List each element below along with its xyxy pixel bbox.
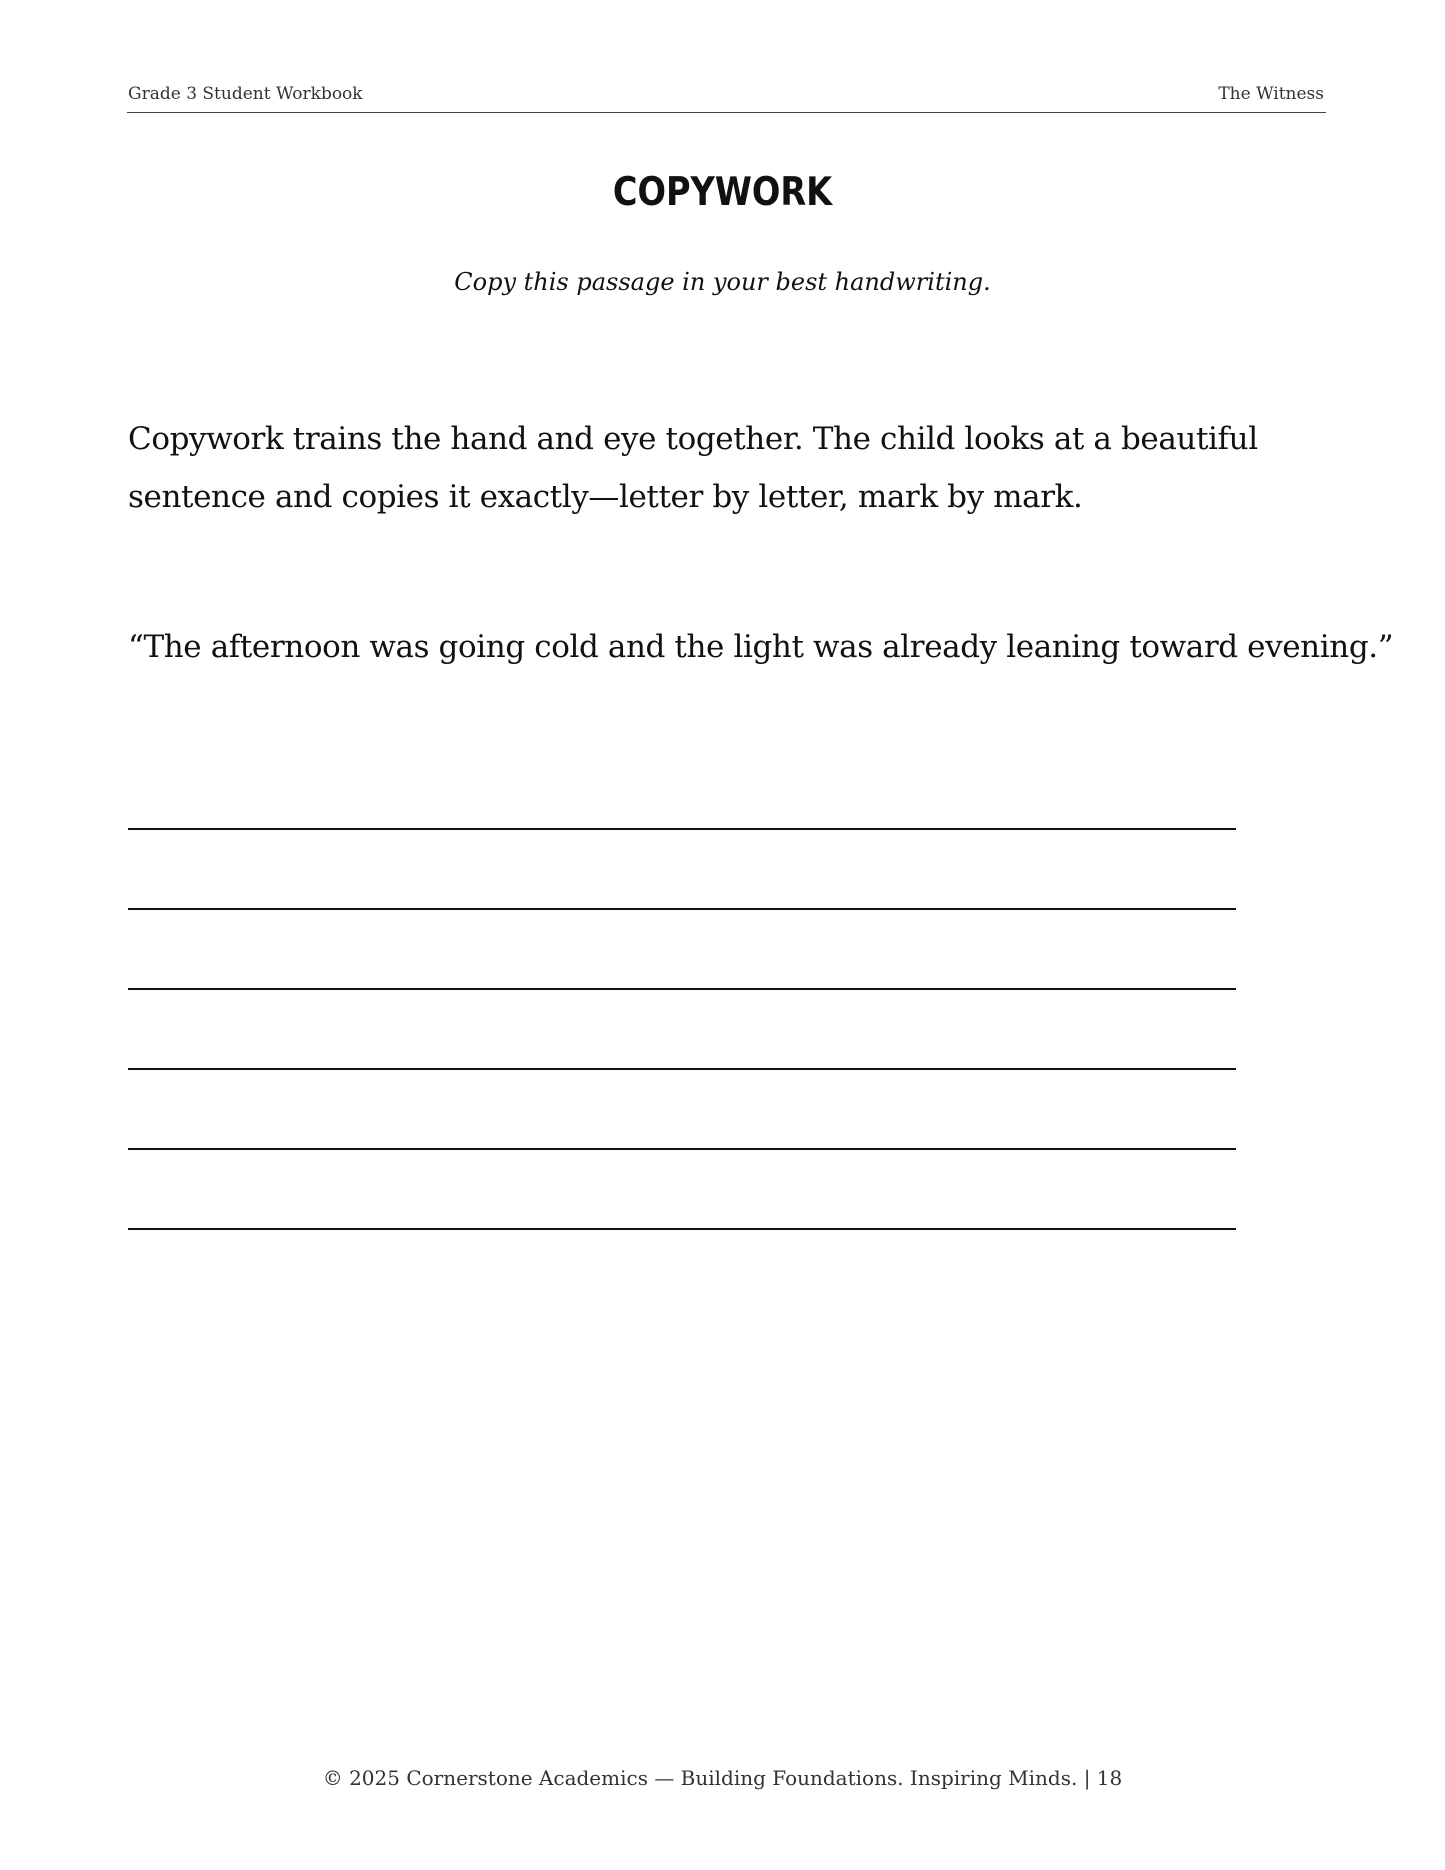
handwriting-line[interactable] — [128, 908, 1236, 910]
handwriting-line[interactable] — [128, 828, 1236, 830]
handwriting-line[interactable] — [128, 1148, 1236, 1150]
workbook-title: Grade 3 Student Workbook — [128, 84, 363, 104]
handwriting-line[interactable] — [128, 1228, 1236, 1230]
instruction-text: Copy this passage in your best handwriting. — [454, 268, 991, 296]
page-header — [127, 82, 1326, 113]
page-footer: © 2025 Cornerstone Academics — Building Foundations. Inspiring Minds. | 18 — [322, 1766, 1123, 1790]
intro-paragraph: Copywork trains the hand and eye together. The child looks at a beautiful sentence and copies it exactly—letter by letter, mark by mark. — [128, 421, 1258, 515]
page-title: COPYWORK — [612, 170, 833, 215]
chapter-title: The Witness — [1218, 84, 1324, 104]
handwriting-line[interactable] — [128, 988, 1236, 990]
handwriting-line[interactable] — [128, 1068, 1236, 1070]
copy-passage: “The afternoon was going cold and the light was already leaning toward evening.” — [128, 629, 1394, 665]
